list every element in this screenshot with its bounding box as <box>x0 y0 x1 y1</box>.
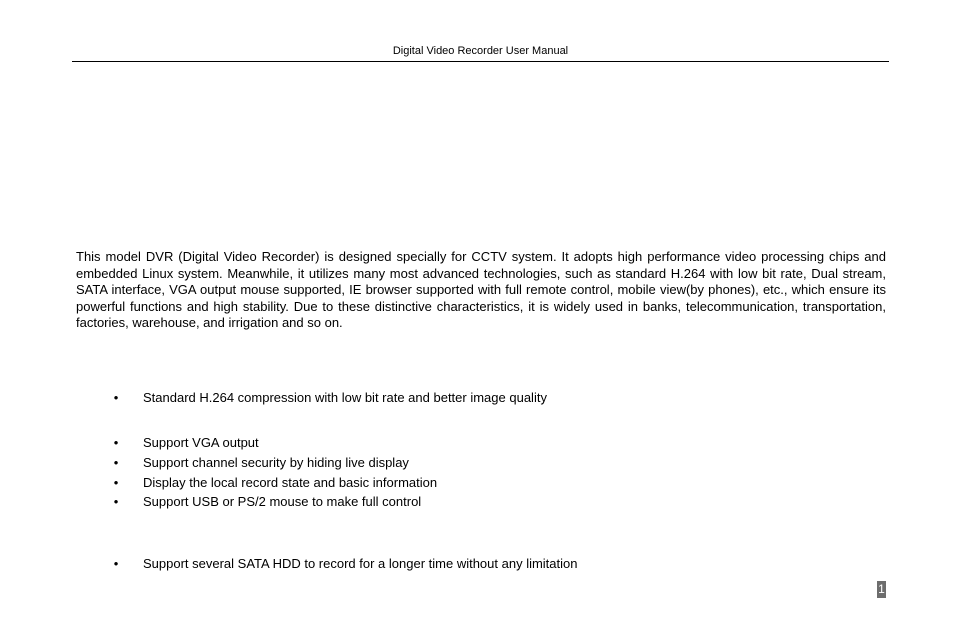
header-divider <box>72 61 889 62</box>
page-number-badge: 1 <box>878 582 885 596</box>
intro-paragraph: This model DVR (Digital Video Recorder) is designed specially for CCTV system. It adopts high performance video processing chips and embedded Linux system. Meanwhile, it utilizes many most advanced technologies, such as standard H.264 with low bit rate, Dual stream, SATA interface, VGA output mouse supported, IE browser supported with full remote control, mobile view(by phones), etc., which ensure its powerful functions and high stability. Due to these distinctive characteristics, it is widely used in banks, telecommunication, transportation, factories, warehouse, and irrigation and so on. <box>76 249 886 331</box>
bullet-icon: • <box>113 494 119 509</box>
bullet-icon: • <box>113 435 119 450</box>
bullet-icon: • <box>113 390 119 405</box>
feature-text: Display the local record state and basic information <box>143 475 438 490</box>
bullet-icon: • <box>113 455 119 470</box>
feature-text: Standard H.264 compression with low bit rate and better image quality <box>143 390 547 405</box>
feature-text: Support VGA output <box>143 435 259 450</box>
feature-text: Support USB or PS/2 mouse to make full control <box>143 494 422 509</box>
feature-text: Support channel security by hiding live display <box>143 455 409 470</box>
page-header-title: Digital Video Recorder User Manual <box>392 45 569 57</box>
bullet-icon: • <box>113 556 119 571</box>
feature-text: Support several SATA HDD to record for a longer time without any limitation <box>143 556 578 571</box>
bullet-icon: • <box>113 475 119 490</box>
